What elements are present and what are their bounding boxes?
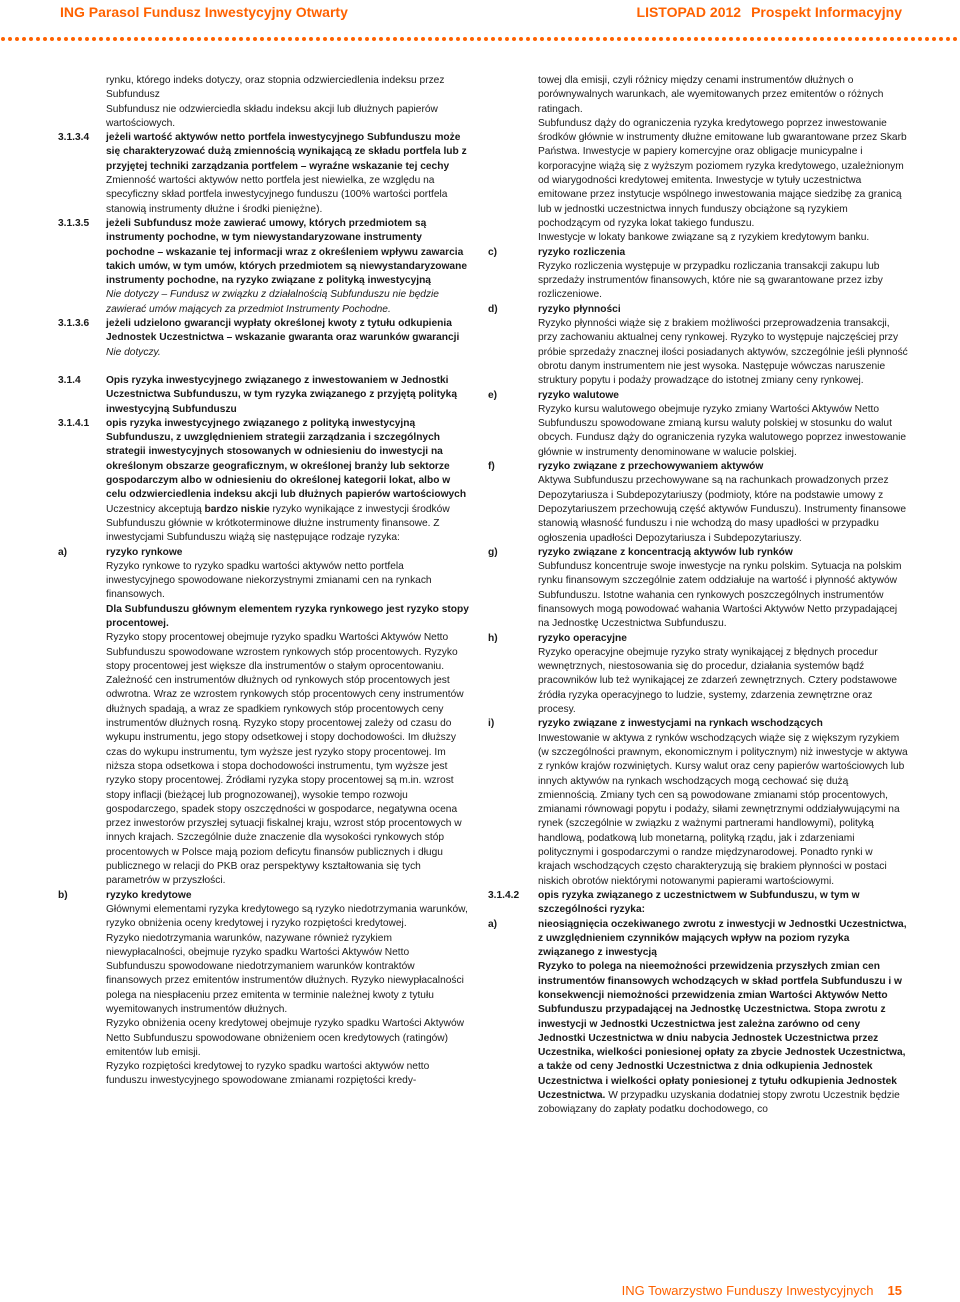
item-label: c)	[488, 246, 498, 258]
risk-title: ryzyko rozliczenia	[538, 246, 626, 258]
item-label: f)	[488, 461, 495, 473]
document-title: Prospekt Informacyjny	[751, 4, 902, 20]
page-header	[0, 0, 960, 44]
fund-name: ING Parasol Fundusz Inwestycyjny Otwarty	[60, 4, 348, 20]
paragraph: Ryzyko rozpiętości kredytowej to ryzyko spadku wartości aktywów netto funduszu inwestycyjnego spowodowane zmianami rozpiętości kredy-	[106, 1061, 430, 1087]
page-footer	[622, 1283, 902, 1298]
section-3-1-4-2	[488, 889, 908, 918]
risk-title: ryzyko operacyjne	[538, 632, 627, 644]
paragraph: Ryzyko płynności wiąże się z brakiem możliwości przeprowadzenia transakcji, przy zachowaniu aktualnej ceny rynkowej. Ryzyko to występuje najczęściej przy próbie sprzedaży znacznej ilości posiadanych aktywów, szczególnie jeśli płynność obrotu danym instrumentem nie jest wysoka. Następuje wówczas naruszenie struktury popytu i podaży prowadzące do istotnej zmiany ceny rynkowej.	[538, 318, 908, 387]
item-label: a)	[58, 546, 68, 558]
header-right	[637, 4, 902, 20]
item-label: b)	[58, 889, 68, 901]
risk-h-operational	[488, 632, 908, 718]
paragraph: Aktywa Subfunduszu przechowywane są na rachunkach prowadzonych przez Depozytariusza i Subdepozytariuszy (podmioty, które na podstawie umowy z Depozytariuszem przechowują część aktywów Funduszu). Instrumenty finansowe stanowią własność funduszu i nie wchodzą do masy upadłości w przypadku ogłoszenia upadłości Depozytariusza i Subdepozytariuszy.	[538, 475, 907, 544]
paragraph: Ryzyko stopy procentowej obejmuje ryzyko spadku Wartości Aktywów Netto Subfunduszu spowodowane wzrostem rynkowych stóp procentowych. Ryzyko stopy procentowej jest większe dla instrumentów o stałym oprocentowaniu. Zależność cen instrumentów dłużnych od rynkowych stóp procentowych jest odwrotna. Wraz ze wzrostem rynkowych stóp procentowych ceny instrumentów dłużnych spadają, a wraz ze spadkiem rynkowych stóp procentowych ceny instrumentów dłużnych rosną. Ryzyko stopy procentowej zależy od czasu do wykupu instrumentu, jego stopy odsetkowej i stopy dochodowości. Im dłuższy czas do wykupu instrumentu, tym wyższe jest ryzyko stopy procentowej. Im niższa stopa odsetkowa i stopa dochodowości instrumentu, tym wyższe jest ryzyko stopy procentowej. Źródłami ryzyka stopy procentowej są m.in. wzrost stopy inflacji (bieżącej lub prognozowanej), wysokie tempo rozwoju gospodarczego, spadek stopy oszczędności w gospodarce, negatywna ocena przez inwestorów przyszłej sytuacji fiskalnej kraju, wzrost stóp procentowych w innych krajach. Szczególnie duże znaczenie dla wysokości rynkowych stóp procentowych w Polsce mają poziom deficytu finansów publicznych i długu publicznego w relacji do PKB oraz perspektywy kształtowania się tych parametrów w przyszłości.	[106, 632, 464, 887]
risk-e-currency	[488, 389, 908, 460]
section-body: Uczestnicy akceptują bardzo niskie ryzyko wynikające z inwestycji środków Subfunduszu głównie w krótkoterminowe dłużne instrumenty finansowe. Z inwestycjami Subfunduszu wiążą się następujące rodzaje ryzyka:	[106, 503, 450, 544]
section-title: jeżeli Subfundusz może zawierać umowy, których przedmiotem są instrumenty pochodne, w tym niewystandaryzowane instrumenty pochodne – wskazanie tej informacji wraz z określeniem wpływu zawarcia takich umów, w tym umów, których przedmiotem są niewystandaryzowane instrumenty pochodne, na ryzyko związane z polityką inwestycyjną	[106, 217, 467, 287]
section-number: 3.1.3.5	[58, 217, 90, 229]
paragraph: Ryzyko to polega na nieemożności przewidzenia przyszłych zmian cen instrumentów finansowych wchodzących w skład portfela Subfunduszu i w konsekwencji niemożności przewidzenia zmian Wartości Aktywów Netto Subfunduszu przypadającej na Jednostkę Uczestnictwa. Stopa zwrotu z inwestycji w Jednostki Uczestnictwa jest zależna zarówno od ceny Jednostki Uczestnictwa w dniu nabycia Jednostek Uczestnictwa przez Uczestnika, wielkości poniesionej opłaty za zbycie Jednostek Uczestnictwa, a także od ceny Jednostki Uczestnictwa z dnia odkupienia Jednostek Uczestnictwa i wielkości opłaty poniesionej z tytułu odkupienia Jednostek Uczestnictwa. W przypadku uzyskania dodatniej stopy zwrotu Uczestnik będzie zobowiązany do zapłaty podatku dochodowego, co	[538, 961, 906, 1116]
section-title: opis ryzyka inwestycyjnego związanego z polityką inwestycyjną Subfunduszu, z uwzględnieniem strategii zarządzania i szczególnych strategii inwestycyjnych stosowanych w odniesieniu do inwestycji na określonym obszarze geograficznym, w określonej branży lub sektorze gospodarczym albo w odniesieniu do określonej kategorii lokat, albo w celu odzwierciedlenia indeksu akcji lub dłużnych papierów wartościowych	[106, 417, 467, 501]
section-title: Opis ryzyka inwestycyjnego związanego z inwestowaniem w Jednostki Uczestnictwa Subfunduszu, w tym ryzyka związanego z przyjętą polityką inwestycyjną Subfunduszu	[106, 374, 457, 415]
section-3-1-4	[58, 374, 470, 417]
risk-title: ryzyko płynności	[538, 303, 621, 315]
section-3-1-3-5	[58, 217, 470, 317]
section-body: Nie dotyczy.	[106, 346, 161, 358]
risk-title: ryzyko kredytowe	[106, 889, 192, 901]
risk-d-liquidity	[488, 303, 908, 389]
risk-title: nieosiągnięcia oczekiwanego zwrotu z inwestycji w Jednostki Uczestnictwa, z uwzględnieniem czynników mających wpływ na poziom ryzyka związanego z inwestycją	[538, 918, 907, 959]
risk-i-emerging	[488, 717, 908, 889]
item-label: g)	[488, 546, 498, 558]
paragraph: Głównymi elementami ryzyka kredytowego są ryzyko niedotrzymania warunków, ryzyko obniżenia oceny kredytowej i ryzyko rozpiętości kredytowej.	[106, 903, 468, 930]
item-label: i)	[488, 718, 495, 730]
paragraph: Subfundusz dąży do ograniczenia ryzyka kredytowego poprzez inwestowanie środków głównie w instrumenty dłużne emitowane lub gwarantowane przez Skarb Państwa. Inwestycje w papiery komercyjne oraz obligacje municypalne i korporacyjne wiążą się z wyższym poziomem ryzyka kredytowego, uzależnionym od wiarygodności kredytowej emitenta. Inwestycje w tytuły uczestnictwa emitowane przez instytucje wspólnego inwestowania mające siedzibę za granicą lub w jednostki uczestnictwa innych funduszy obciążone są ryzykiem pochodzącym od ryzyka lokat takiego funduszu.	[538, 117, 907, 229]
paragraph: Subfundusz koncentruje swoje inwestycje na rynku polskim. Sytuacja na polskim rynku finansowym szczególnie zatem oddziałuje na wartość i płynność aktywów Subfunduszu. Istotne wahania cen rynkowych poszczególnych instrumentów finansowych mogą powodować wahania Wartości Aktywów Netto przypadającej na Jednostkę Uczestnictwa Subfunduszu.	[538, 561, 902, 630]
risk-a-market	[58, 546, 470, 889]
paragraph: Inwestycje w lokaty bankowe związane są z ryzykiem kredytowym banku.	[538, 232, 870, 244]
document-date: LISTOPAD 2012	[636, 4, 742, 20]
risk-title: ryzyko związane z przechowywaniem aktywów	[538, 461, 764, 473]
section-3-1-4-1	[58, 417, 470, 546]
section-body: Nie dotyczy – Fundusz w związku z działalnością Subfunduszu nie będzie zawierać umów mających za przedmiot Instrumenty Pochodne.	[106, 289, 439, 315]
right-column	[488, 74, 908, 1118]
item-label: d)	[488, 303, 498, 315]
intro-block	[58, 74, 470, 131]
paragraph: Ryzyko rozliczenia występuje w przypadku rozliczania transakcji zakupu lub sprzedaży instrumentów finansowych, które nie są gwarantowane przez izby rozliczeniowe.	[538, 260, 883, 301]
risk-a-return	[488, 918, 908, 1118]
paragraph: Ryzyko obniżenia oceny kredytowej obejmuje ryzyko spadku Wartości Aktywów Netto Subfunduszu spowodowane obniżeniem ocen kredytowych (ratingów) emitentów lub emisji.	[106, 1018, 465, 1058]
paragraph: rynku, którego indeks dotyczy, oraz stopnia odzwierciedlenia indeksu przez Subfundusz	[106, 75, 445, 101]
section-number: 3.1.4.2	[488, 889, 520, 901]
paragraph: Dla Subfunduszu głównym elementem ryzyka rynkowego jest ryzyko stopy procentowej.	[106, 603, 469, 629]
company-name: ING Towarzystwo Funduszy Inwestycyjnych	[621, 1283, 874, 1298]
section-title: jeżeli udzielono gwarancji wypłaty określonej kwoty z tytułu odkupienia Jednostek Uczestnictwa – wskazanie gwaranta oraz warunków gwarancji	[106, 318, 460, 344]
risk-title: ryzyko związane z koncentracją aktywów lub rynków	[538, 546, 793, 558]
risk-title: ryzyko walutowe	[538, 389, 619, 401]
paragraph: Ryzyko niedotrzymania warunków, nazywane również ryzykiem niewypłacalności, obejmuje ryzyko spadku Wartości Aktywów Netto Subfunduszu spowodowane niedotrzymaniem warunków kontraktów finansowych przez emitentów instrumentów dłużnych. Ryzyko niewypłacalności polega na niespłaceniu przez emitenta w terminie należnej kwoty z tytułu wyemitowanych instrumentów dłużnych.	[106, 932, 464, 1015]
paragraph: Ryzyko rynkowe to ryzyko spadku wartości aktywów netto portfela inwestycyjnego spowodowane niekorzystnymi zmianami cen na rynkach finansowych.	[106, 560, 432, 601]
risk-title: ryzyko związane z inwestycjami na rynkach wschodzących	[538, 718, 823, 730]
risk-c-settlement	[488, 246, 908, 303]
paragraph: Ryzyko operacyjne obejmuje ryzyko straty wynikającej z błędnych procedur wewnętrznych, niestosowania się do procedur, działania systemów bądź pracowników lub też wynikającej ze zdarzeń zewnętrznych. Cztery podstawowe źródła ryzyka operacyjnego to ludzie, systemy, zdarzenia zewnętrzne oraz procesy.	[538, 646, 897, 716]
section-number: 3.1.3.4	[58, 132, 90, 144]
page-number: 15	[887, 1283, 902, 1298]
section-body: Zmienność wartości aktywów netto portfela jest niewielka, ze względu na specyficzny skład portfela inwestycyjnego funduszu (100% wartości portfela stanowią instrumenty dłużne i środki pieniężne).	[106, 175, 448, 215]
section-number: 3.1.3.6	[58, 318, 90, 330]
left-column	[58, 74, 470, 1089]
section-title: jeżeli wartość aktywów netto portfela inwestycyjnego Subfunduszu może się charakteryzować dużą zmiennością wynikającą ze składu portfela lub z przyjętej techniki zarządzania portfelem – wyraźne wskazanie tej cechy	[106, 132, 467, 172]
item-label: h)	[488, 632, 498, 644]
item-label: e)	[488, 389, 498, 401]
risk-f-custody	[488, 460, 908, 546]
paragraph: Subfundusz nie odzwierciedla składu indeksu akcji lub dłużnych papierów wartościowych.	[106, 103, 438, 129]
paragraph: Ryzyko kursu walutowego obejmuje ryzyko zmiany Wartości Aktywów Netto Subfunduszu spowodowane zmianą kursu waluty polskiej w stosunku do walut obcych. Fundusz dąży do ograniczenia ryzyka walutowego poprzez inwestowanie głównie w instrumenty denominowane w walucie polskiej.	[538, 403, 907, 458]
risk-g-concentration	[488, 546, 908, 632]
section-3-1-3-6	[58, 317, 470, 360]
continuation-block	[488, 74, 908, 246]
paragraph: Inwestowanie w aktywa z rynków wschodzących wiąże się z większym ryzykiem (w szczególności prawnym, ekonomicznym i politycznym) niż inwestycje w aktywa z rynków krajów rozwiniętych. Kursy walut oraz ceny papierów wartościowych lub innych aktywów na rynkach wschodzących mogą cechować się dużą zmiennością. Zmiany tych cen są powodowane zmianami stóp procentowych, zmianami równowagi popytu i podaży, siłami zewnętrznymi oddziaływującymi na rynek (szczególnie w związku z ważnymi partnerami handlowymi), polityką handlową, podatkową lub monetarną, polityką rządu, jak i zdarzeniami politycznymi i gospodarczymi o randze międzynarodowej. Ponadto rynki w krajach wschodzących często charakteryzują się brakiem płynności w postaci niskich obrotów niektórymi notowanymi papierami wartościowymi.	[538, 732, 908, 887]
dotted-divider	[0, 36, 960, 42]
section-number: 3.1.4.1	[58, 417, 90, 429]
paragraph: towej dla emisji, czyli różnicy między cenami instrumentów dłużnych o porównywalnych warunkach, ale wyemitowanych przez emitentów o różnych ratingach.	[538, 75, 884, 115]
section-number: 3.1.4	[58, 374, 81, 386]
item-label: a)	[488, 918, 498, 930]
risk-title: ryzyko rynkowe	[106, 546, 183, 558]
section-3-1-3-4	[58, 131, 470, 217]
section-title: opis ryzyka związanego z uczestnictwem w Subfunduszu, w tym w szczególności ryzyka:	[538, 889, 860, 916]
risk-b-credit	[58, 889, 470, 1089]
